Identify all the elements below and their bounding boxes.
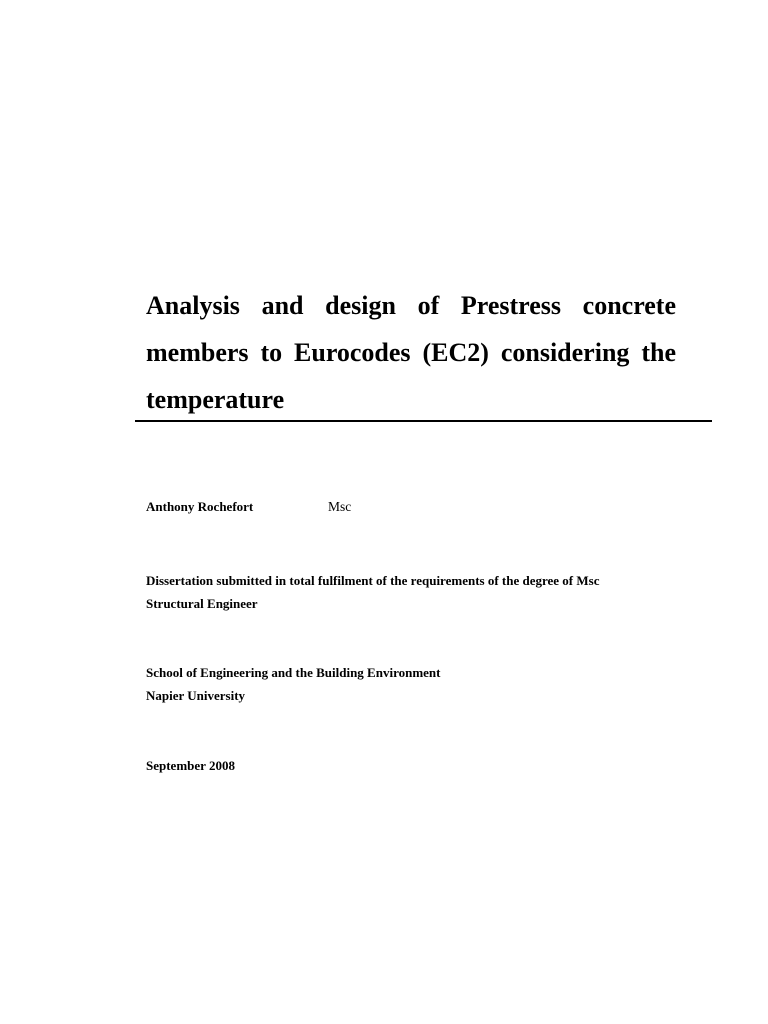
title-underline-rule [135,420,712,422]
author-degree: Msc [328,499,352,514]
submission-date: September 2008 [146,758,235,773]
submission-line-1: Dissertation submitted in total fulfilment of the requirements of the degree of Msc [146,573,600,588]
university-name: Napier University [146,688,246,703]
submission-line-2: Structural Engineer [146,596,258,611]
author-name: Anthony Rochefort [146,499,254,514]
submission-statement [146,569,600,615]
school-name: School of Engineering and the Building Environment [146,665,441,680]
document-title: Analysis and design of Prestress concrete members to Eurocodes (EC2) considering the temperature [146,291,676,414]
institution-block [146,661,441,707]
